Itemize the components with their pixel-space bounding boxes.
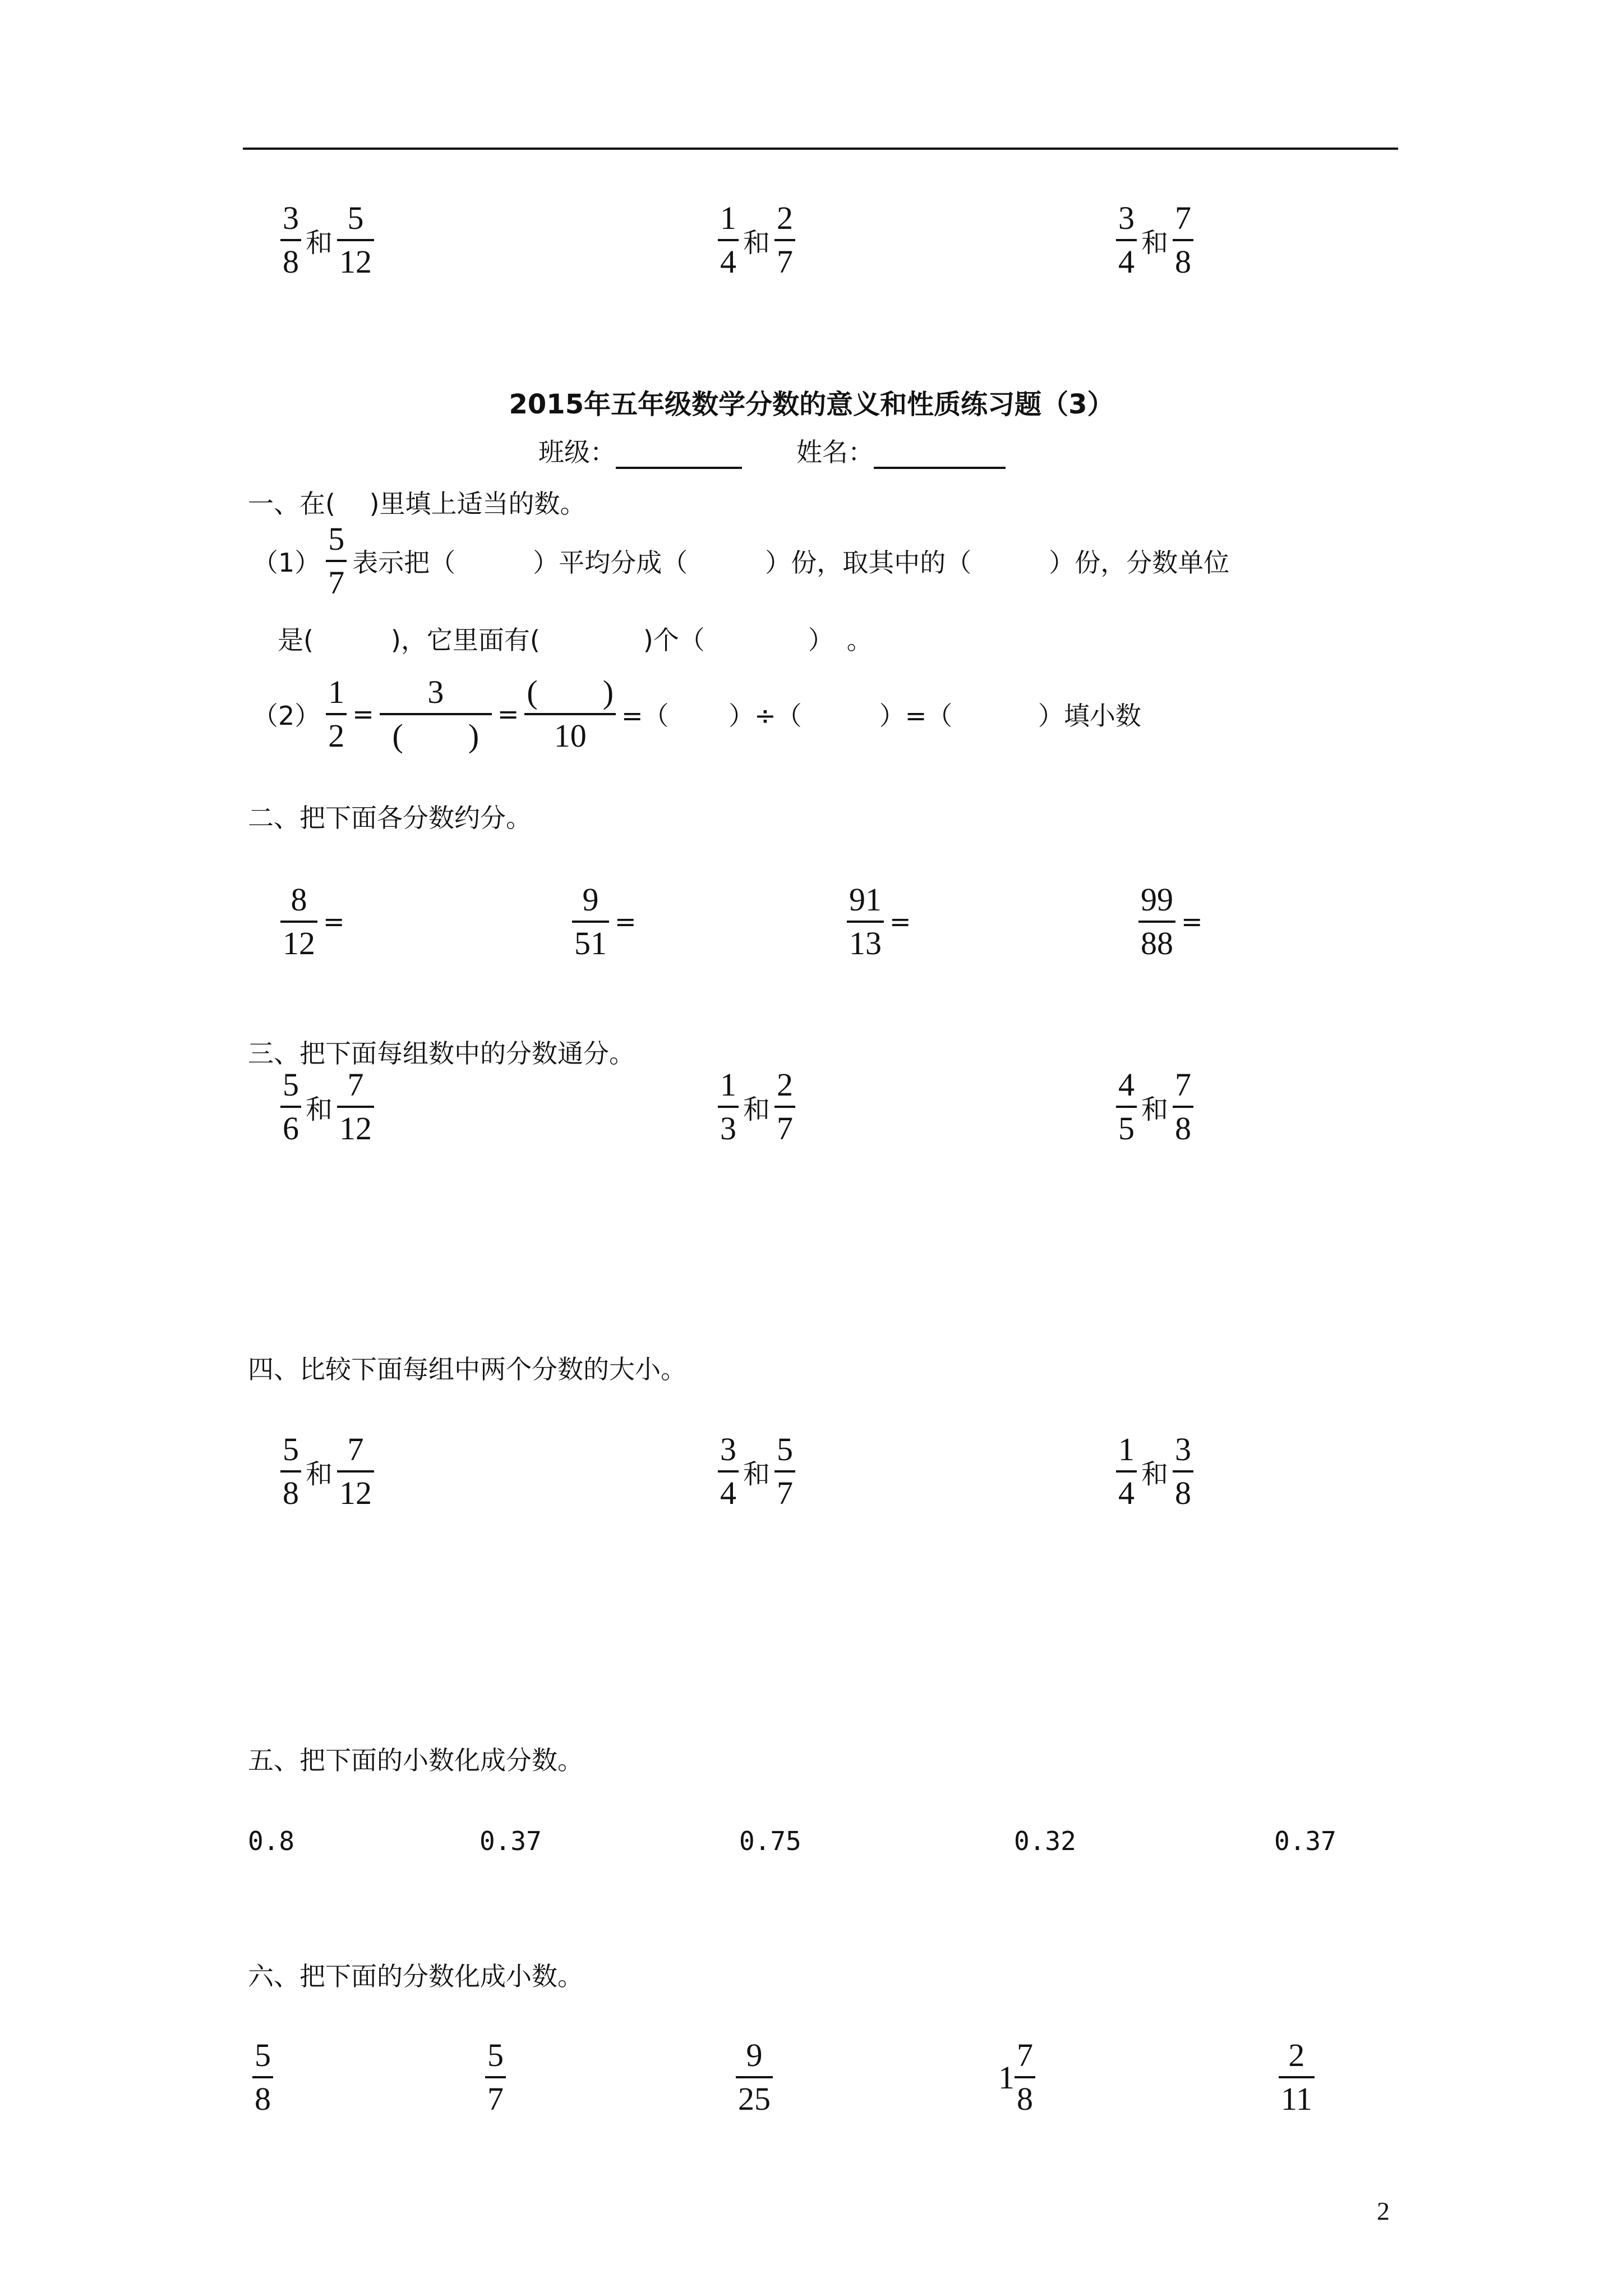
fraction: $\frac{2}{7}$	[774, 202, 795, 278]
fraction: $\frac{91}{13}$	[847, 884, 884, 960]
decimal-item-3: 0.75	[739, 1826, 801, 1856]
section-5-heading: 五、把下面的小数化成分数。	[248, 1745, 583, 1775]
fraction: $\frac{5}{8}$	[252, 2039, 273, 2115]
question-2: （2） $\frac{1}{2}$ = $\frac{3}{( )}$ = $\frac{( )}{10}$ =（ ）÷（ ）=（ ）填小数	[252, 674, 1141, 754]
common-denominator-pair-3: $\frac{4}{5}$ 和 $\frac{7}{8}$	[1116, 1069, 1193, 1145]
fraction: $\frac{3}{( )}$	[380, 676, 492, 752]
class-blank[interactable]	[616, 442, 742, 469]
fraction: $\frac{1}{3}$	[718, 1069, 739, 1145]
compare-pair-1: $\frac{5}{8}$ 和 $\frac{7}{12}$	[280, 1433, 374, 1510]
fraction: $\frac{1}{2}$	[326, 676, 347, 752]
fraction: $\frac{3}{4}$	[1116, 202, 1137, 278]
name-field: 姓名：	[796, 432, 1006, 469]
fraction: $\frac{7}{8}$	[1173, 1069, 1193, 1145]
fraction: $\frac{3}{4}$	[718, 1433, 739, 1510]
fraction: $\frac{5}{7}$	[326, 523, 347, 599]
decimal-item-4: 0.32	[1014, 1826, 1076, 1856]
decimal-item-2: 0.37	[479, 1826, 542, 1856]
header-rule	[243, 148, 1398, 150]
common-denominator-pair-2: $\frac{1}{3}$ 和 $\frac{2}{7}$	[718, 1069, 795, 1145]
class-field: 班级：	[538, 432, 742, 469]
section-4-heading: 四、比较下面每组中两个分数的大小。	[248, 1354, 686, 1384]
question-1-line-2: 是( )，它里面有( )个（ ） 。	[278, 625, 873, 655]
name-blank[interactable]	[874, 442, 1006, 469]
fraction: $\frac{7}{8}$	[1173, 202, 1193, 278]
convert-item-5	[1279, 2039, 1315, 2115]
reduce-item-4: $\frac{99}{88}$ =	[1138, 884, 1203, 960]
convert-item-4	[998, 2039, 1035, 2115]
fraction: $\frac{5}{7}$	[485, 2039, 506, 2115]
fraction: $\frac{5}{7}$	[774, 1433, 795, 1510]
section-6-heading: 六、把下面的分数化成小数。	[248, 1961, 583, 1991]
question-1: （1） $\frac{5}{7}$ 表示把（ ）平均分成（ ）份，取其中的（ ）份，分数单位	[252, 521, 1230, 601]
fraction: $\frac{2}{7}$	[774, 1069, 795, 1145]
fraction: $\frac{7}{12}$	[337, 1433, 374, 1510]
fraction: $\frac{5}{12}$	[337, 202, 374, 278]
fraction: $\frac{1}{4}$	[1116, 1433, 1137, 1510]
whole-part: 1	[998, 2059, 1015, 2096]
fraction: $\frac{99}{88}$	[1138, 884, 1175, 960]
fraction: $\frac{9}{25}$	[736, 2039, 773, 2115]
convert-item-3	[736, 2039, 773, 2115]
convert-item-2	[485, 2039, 506, 2115]
page-number: 2	[1377, 2197, 1390, 2225]
compare-pair-3: $\frac{1}{4}$ 和 $\frac{3}{8}$	[1116, 1433, 1193, 1510]
compare-pair-2: $\frac{3}{4}$ 和 $\frac{5}{7}$	[718, 1433, 795, 1510]
fraction: $\frac{4}{5}$	[1116, 1069, 1137, 1145]
fraction: $\frac{( )}{10}$	[524, 676, 616, 752]
fraction: $\frac{5}{8}$	[280, 1433, 301, 1510]
reduce-item-1: $\frac{8}{12}$ =	[280, 884, 345, 960]
fraction: $\frac{9}{51}$	[572, 884, 609, 960]
common-denominator-pair-1: $\frac{5}{6}$ 和 $\frac{7}{12}$	[280, 1069, 374, 1145]
top-pair-1: $\frac{3}{8}$ 和 $\frac{5}{12}$	[280, 202, 374, 278]
convert-item-1	[252, 2039, 273, 2115]
fraction: $\frac{3}{8}$	[1173, 1433, 1193, 1510]
section-1-heading: 一、在( )里填上适当的数。	[248, 489, 586, 519]
section-3-heading: 三、把下面每组数中的分数通分。	[248, 1038, 635, 1069]
fraction: $\frac{1}{4}$	[718, 202, 739, 278]
fraction: $\frac{3}{8}$	[280, 202, 301, 278]
top-pair-2: $\frac{1}{4}$ 和 $\frac{2}{7}$	[718, 202, 795, 278]
fraction: $\frac{8}{12}$	[280, 884, 317, 960]
reduce-item-2: $\frac{9}{51}$ =	[572, 884, 637, 960]
reduce-item-3: $\frac{91}{13}$ =	[847, 884, 911, 960]
section-2-heading: 二、把下面各分数约分。	[248, 803, 532, 833]
fraction: $\frac{5}{6}$	[280, 1069, 301, 1145]
fraction: $\frac{7}{8}$	[1015, 2039, 1035, 2115]
decimal-item-1: 0.8	[248, 1826, 295, 1856]
fraction: $\frac{2}{11}$	[1279, 2039, 1315, 2115]
page-title: 2015年五年级数学分数的意义和性质练习题（3）	[509, 389, 1114, 420]
fraction: $\frac{7}{12}$	[337, 1069, 374, 1145]
decimal-item-5: 0.37	[1274, 1826, 1336, 1856]
top-pair-3: $\frac{3}{4}$ 和 $\frac{7}{8}$	[1116, 202, 1193, 278]
